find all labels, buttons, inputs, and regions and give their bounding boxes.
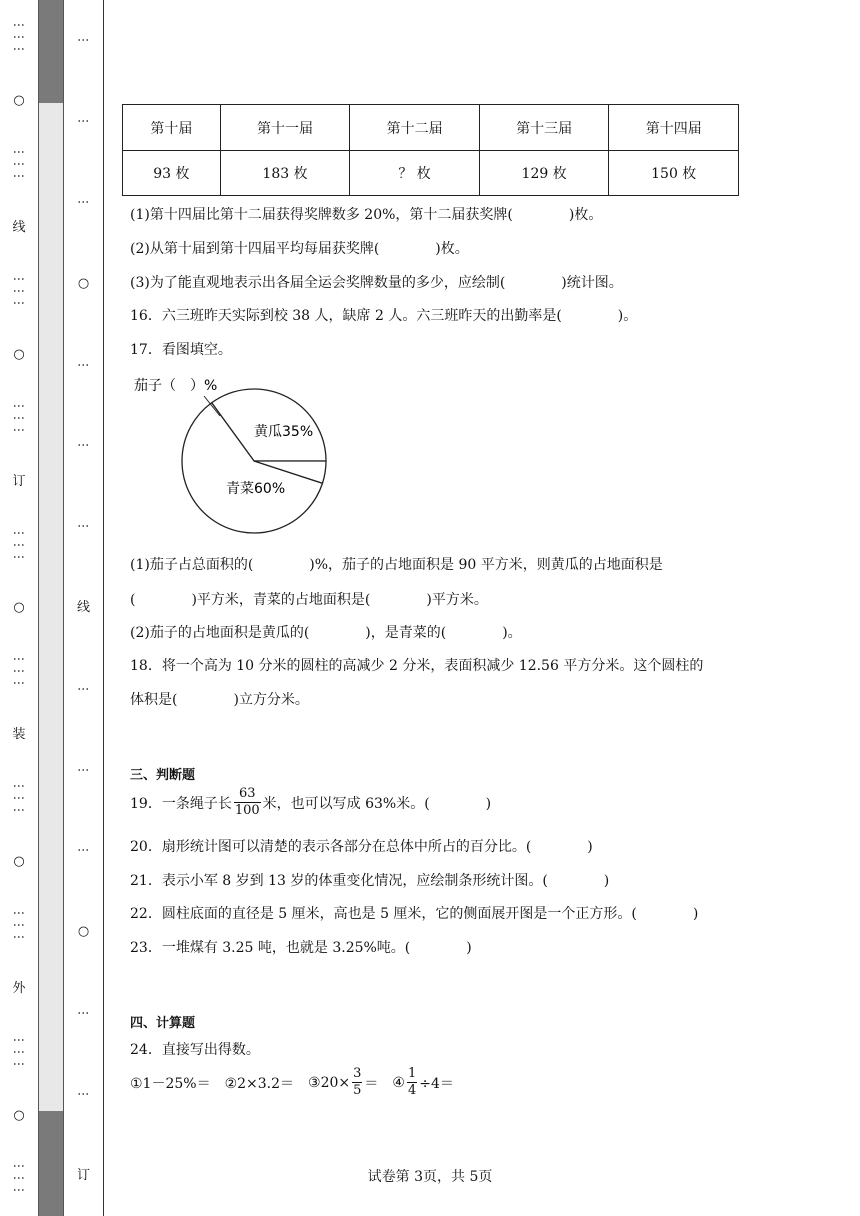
question-24: 24．直接写出得数。	[130, 1042, 260, 1058]
pie-label-greens: 青菜60%	[226, 481, 286, 497]
binding-strip-top	[39, 0, 63, 103]
section-4-heading: 四、计算题	[130, 1016, 196, 1031]
dotted-segment: ⋮	[76, 1087, 91, 1100]
calc-item-4	[392, 1066, 453, 1100]
fraction-63-100	[234, 786, 261, 820]
table-cell: 183 枚	[220, 151, 350, 196]
table-cell: 第十三届	[479, 105, 609, 151]
hole-mark: ○	[77, 275, 90, 291]
dotted-segment: ⋮⋮⋮	[12, 19, 26, 56]
fraction-denominator: 4	[407, 1083, 417, 1099]
question-17-1a: (1)茄子占总面积的( )%，茄子的占地面积是 90 平方米，则黄瓜的占地面积是	[130, 557, 663, 573]
medal-table	[122, 104, 739, 196]
dotted-segment: ⋮	[76, 682, 91, 695]
calc-4-prefix: ④	[392, 1074, 405, 1091]
hole-mark: ○	[13, 346, 25, 362]
pie-chart	[126, 368, 366, 538]
table-cell: 129 枚	[479, 151, 609, 196]
dotted-segment: ⋮	[76, 358, 91, 371]
binding-strip-bottom	[39, 1111, 63, 1216]
binding-margin-inner	[64, 0, 104, 1216]
dotted-segment: ⋮⋮⋮	[12, 1160, 26, 1197]
question-15-1: (1)第十四届比第十二届获得奖牌数多 20%，第十二届获奖牌( )枚。	[130, 207, 603, 223]
margin-char-xian: 线	[76, 599, 90, 615]
table-cell: 第十一届	[220, 105, 350, 151]
margin-char-ding: 订	[12, 473, 26, 489]
dotted-segment: ⋮	[76, 844, 91, 857]
dotted-segment: ⋮⋮⋮	[12, 526, 26, 563]
fraction-numerator: 1	[407, 1066, 417, 1083]
question-18a: 18．将一个高为 10 分米的圆柱的高减少 2 分米，表面积减少 12.56 平方分米。这个圆柱的	[130, 658, 704, 674]
pie-slices	[182, 389, 326, 533]
hole-mark: ○	[13, 600, 25, 616]
calc-item-3	[308, 1066, 378, 1100]
table-cell: 第十二届	[350, 105, 480, 151]
fraction-1-4	[407, 1066, 417, 1100]
fraction-denominator: 5	[353, 1083, 362, 1099]
dotted-segment: ⋮⋮⋮	[12, 780, 26, 817]
question-16: 16．六三班昨天实际到校 38 人，缺席 2 人。六三班昨天的出勤率是( )。	[130, 308, 638, 324]
fraction-3-5	[352, 1066, 362, 1100]
table-cell: 第十届	[123, 105, 221, 151]
question-19-suffix: 米，也可以写成 63%米。( )	[262, 795, 492, 812]
dotted-segment: ⋮	[76, 195, 91, 208]
dotted-segment: ⋮⋮⋮	[12, 1033, 26, 1070]
question-15-3: (3)为了能直观地表示出各届全运会奖牌数量的多少，应绘制( )统计图。	[130, 275, 623, 291]
pie-label-eggplant: 茄子（ ）%	[134, 378, 218, 394]
question-15-2: (2)从第十届到第十四届平均每届获奖牌( )枚。	[130, 241, 469, 257]
dotted-segment: ⋮⋮⋮	[12, 653, 26, 690]
fraction-numerator: 3	[352, 1066, 362, 1083]
hole-mark: ○	[77, 924, 90, 940]
dotted-segment: ⋮	[76, 763, 91, 776]
question-19	[130, 786, 491, 820]
question-17-1b: ( )平方米，青菜的占地面积是( )平方米。	[130, 592, 488, 608]
dotted-segment: ⋮	[76, 1006, 91, 1019]
dotted-segment: ⋮	[76, 115, 91, 128]
hole-mark: ○	[13, 854, 25, 870]
hole-mark: ○	[13, 93, 25, 109]
question-21: 21．表示小军 8 岁到 13 岁的体重变化情况，应绘制条形统计图。( )	[130, 873, 610, 889]
calc-row	[130, 1066, 454, 1100]
dotted-segment: ⋮⋮⋮	[12, 146, 26, 183]
question-18b: 体积是( )立方分米。	[130, 692, 309, 708]
margin-char-wai: 外	[12, 980, 26, 996]
fraction-denominator: 100	[234, 803, 260, 819]
margin-char-xian: 线	[12, 220, 26, 236]
question-20: 20．扇形统计图可以清楚的表示各部分在总体中所占的百分比。( )	[130, 839, 593, 855]
question-22: 22．圆柱底面的直径是 5 厘米，高也是 5 厘米，它的侧面展开图是一个正方形。( )	[130, 906, 699, 922]
question-19-prefix: 19．一条绳子长	[130, 795, 232, 812]
question-17-2: (2)茄子的占地面积是黄瓜的( )，是青菜的( )。	[130, 625, 522, 641]
table-cell: 150 枚	[609, 151, 739, 196]
outer-dotted-line	[0, 0, 38, 1216]
calc-item-2: ②2×3.2＝	[224, 1075, 295, 1092]
table-header-row	[123, 105, 739, 151]
page-footer: 试卷第 3页，共 5页	[367, 1169, 493, 1185]
question-17: 17．看图填空。	[130, 342, 232, 358]
calc-4-suffix: ÷4＝	[419, 1075, 454, 1092]
pie-label-cucumber: 黄瓜35%	[254, 424, 314, 440]
margin-char-ding: 订	[76, 1167, 90, 1183]
calc-3-prefix: ③20×	[308, 1074, 351, 1091]
calc-item-1: ①1－25%＝	[130, 1075, 211, 1092]
table-row	[123, 151, 739, 196]
table-cell: 第十四届	[609, 105, 739, 151]
dotted-segment: ⋮	[76, 520, 91, 533]
question-23: 23．一堆煤有 3.25 吨，也就是 3.25%吨。( )	[130, 940, 472, 956]
dotted-segment: ⋮	[76, 439, 91, 452]
dotted-segment: ⋮⋮⋮	[12, 273, 26, 309]
calc-3-suffix: ＝	[364, 1075, 379, 1092]
binding-margin-outer	[0, 0, 38, 1216]
dotted-segment: ⋮⋮⋮	[12, 906, 26, 943]
inner-dotted-line	[64, 0, 103, 1216]
margin-char-zhuang: 装	[12, 727, 26, 743]
fraction-numerator: 63	[234, 786, 261, 803]
dotted-segment: ⋮⋮⋮	[12, 399, 26, 436]
section-3-heading: 三、判断题	[130, 768, 196, 783]
table-cell: ？ 枚	[350, 151, 480, 196]
hole-mark: ○	[13, 1107, 25, 1123]
binding-strip	[38, 0, 64, 1216]
dotted-segment: ⋮	[76, 34, 91, 47]
table-cell: 93 枚	[123, 151, 221, 196]
